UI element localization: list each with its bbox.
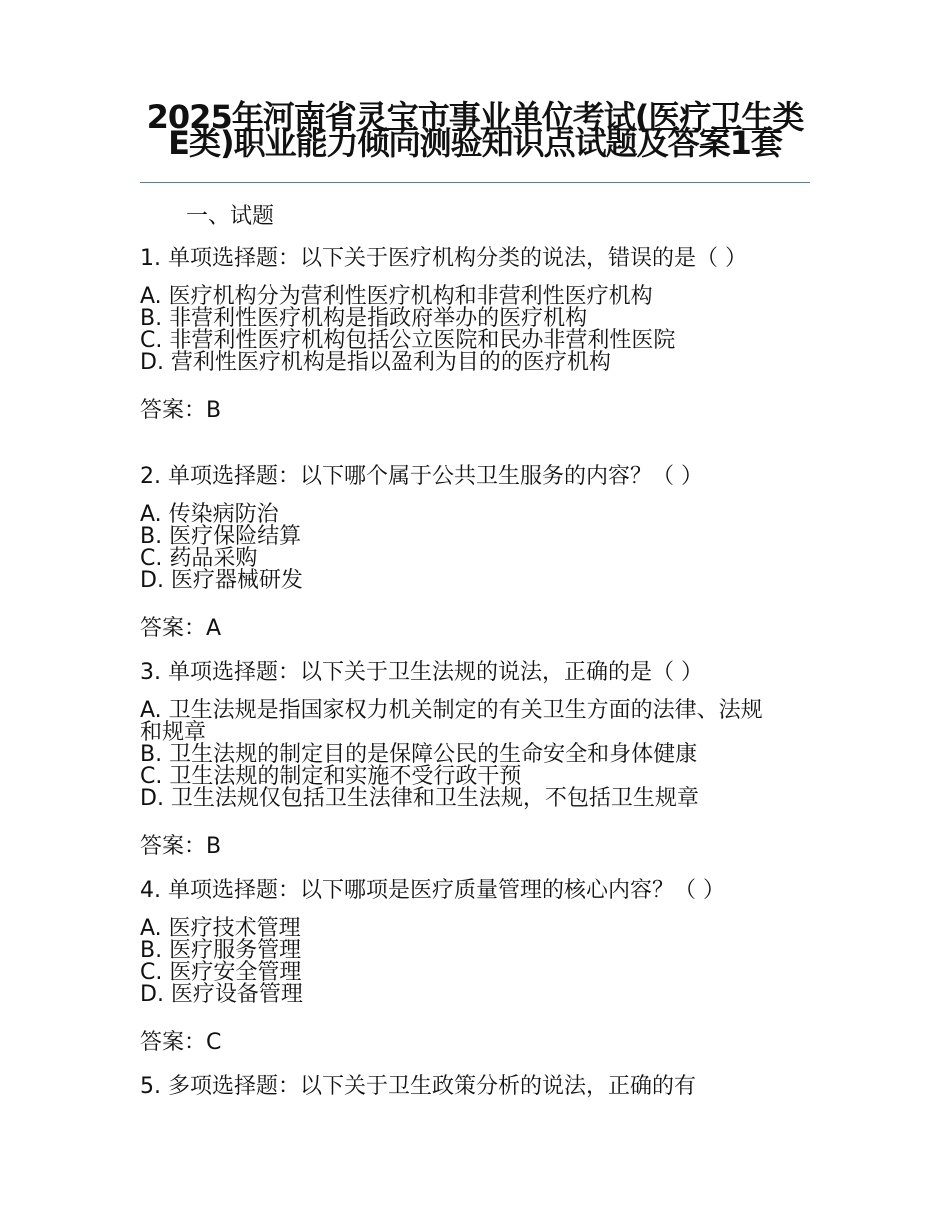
question-stem: 5. 多项选择题：以下关于卫生政策分析的说法，正确的有 bbox=[140, 1074, 696, 1099]
option-b: B. 医疗保险结算 bbox=[140, 524, 302, 549]
option-c: C. 医疗安全管理 bbox=[140, 960, 302, 985]
option-d: D. 卫生法规仅包括卫生法律和卫生法规，不包括卫生规章 bbox=[140, 786, 699, 811]
question-stem: 4. 单项选择题：以下哪项是医疗质量管理的核心内容？（ ） bbox=[140, 878, 725, 903]
option-c: C. 非营利性医疗机构包括公立医院和民办非营利性医院 bbox=[140, 328, 676, 353]
question-4 bbox=[140, 878, 780, 1056]
option-a: A. 医疗机构分为营利性医疗机构和非营利性医疗机构 bbox=[140, 284, 653, 309]
section-heading: 一、试题 bbox=[186, 204, 275, 229]
option-d: D. 营利性医疗机构是指以盈利为目的的医疗机构 bbox=[140, 350, 611, 375]
question-stem: 2. 单项选择题：以下哪个属于公共卫生服务的内容？（ ） bbox=[140, 464, 703, 489]
question-options bbox=[140, 504, 780, 592]
document-title: 2025年河南省灵宝市事业单位考试(医疗卫生类E类)职业能力倾向测验知识点试题及答案1套 bbox=[146, 98, 804, 162]
answer-text: 答案：C bbox=[140, 1030, 222, 1055]
question-options bbox=[140, 918, 780, 1006]
answer-text: 答案：B bbox=[140, 834, 222, 859]
option-c: C. 药品采购 bbox=[140, 546, 258, 571]
option-b: B. 卫生法规的制定目的是保障公民的生命安全和身体健康 bbox=[140, 742, 698, 767]
question-options bbox=[140, 700, 780, 810]
question-5 bbox=[140, 1074, 780, 1100]
question-stem: 3. 单项选择题：以下关于卫生法规的说法，正确的是（ ） bbox=[140, 660, 703, 685]
title-underline bbox=[140, 182, 810, 183]
option-a: A. 传染病防治 bbox=[140, 502, 279, 527]
question-3 bbox=[140, 660, 780, 860]
question-options bbox=[140, 286, 780, 374]
question-stem: 1. 单项选择题：以下关于医疗机构分类的说法，错误的是（ ） bbox=[140, 246, 747, 271]
option-c: C. 卫生法规的制定和实施不受行政干预 bbox=[140, 764, 522, 789]
answer-text: 答案：B bbox=[140, 398, 222, 423]
option-d: D. 医疗器械研发 bbox=[140, 568, 303, 593]
question-2 bbox=[140, 464, 780, 642]
question-1 bbox=[140, 246, 780, 424]
option-a: A. 医疗技术管理 bbox=[140, 916, 301, 941]
option-b: B. 非营利性医疗机构是指政府举办的医疗机构 bbox=[140, 306, 588, 331]
option-b: B. 医疗服务管理 bbox=[140, 938, 302, 963]
option-a: A. 卫生法规是指国家权力机关制定的有关卫生方面的法律、法规和规章 bbox=[140, 698, 763, 745]
option-d: D. 医疗设备管理 bbox=[140, 982, 303, 1007]
answer-text: 答案：A bbox=[140, 616, 222, 641]
